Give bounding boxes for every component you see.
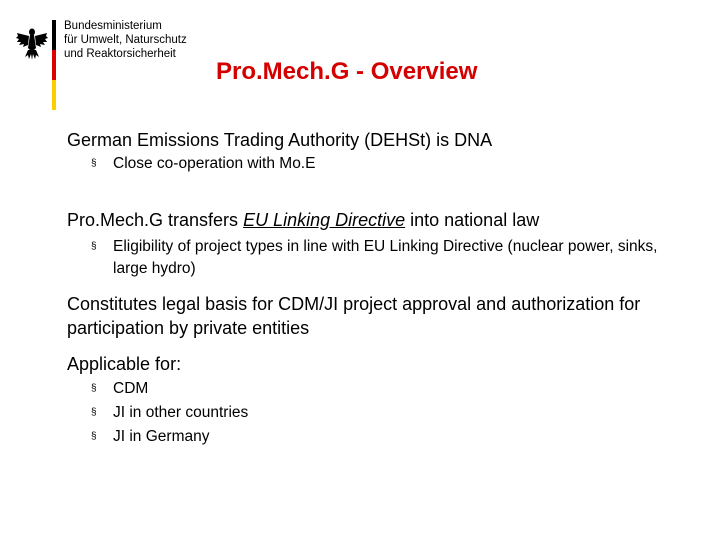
sub-point	[91, 426, 693, 448]
point-applicable: Applicable for:	[67, 354, 182, 374]
ministry-line: und Reaktorsicherheit	[64, 48, 176, 60]
federal-eagle-icon	[16, 26, 48, 62]
bullet-icon: §	[91, 158, 97, 169]
bullet-icon: §	[91, 241, 97, 252]
sub-point-text: Close co-operation with Mo.E	[113, 155, 316, 172]
sub-point-text: JI in Germany	[113, 428, 210, 445]
point-legal-basis: Constitutes legal basis for CDM/JI project approval and authorization for participation by private entities	[67, 294, 641, 338]
ministry-logo	[0, 0, 220, 110]
directive-emphasis: EU Linking Directive	[243, 210, 406, 230]
point-transfer	[67, 208, 539, 232]
sub-point-text: JI in other countries	[113, 404, 249, 421]
bullet-icon: §	[91, 383, 97, 394]
ministry-line: für Umwelt, Naturschutz	[64, 34, 187, 46]
bullet-icon: §	[91, 431, 97, 442]
point-text: into national law	[405, 210, 540, 230]
sub-point	[91, 236, 693, 280]
point-text: Pro.Mech.G transfers	[67, 210, 244, 230]
ministry-line: Bundesministerium	[64, 20, 162, 32]
sub-point-text: Eligibility of project types in line with EU Linking Directive (nuclear power, sinks, large hydro)	[113, 238, 658, 277]
sub-point	[91, 153, 693, 175]
flag-stripe	[52, 20, 56, 110]
ministry-name	[64, 19, 187, 61]
slide-title: Pro.Mech.G - Overview	[216, 58, 478, 85]
sub-point	[91, 378, 693, 400]
bullet-icon: §	[91, 407, 97, 418]
sub-point	[91, 402, 693, 424]
sub-point-text: CDM	[113, 380, 149, 397]
point-dna: German Emissions Trading Authority (DEHSt) is DNA	[67, 130, 493, 150]
